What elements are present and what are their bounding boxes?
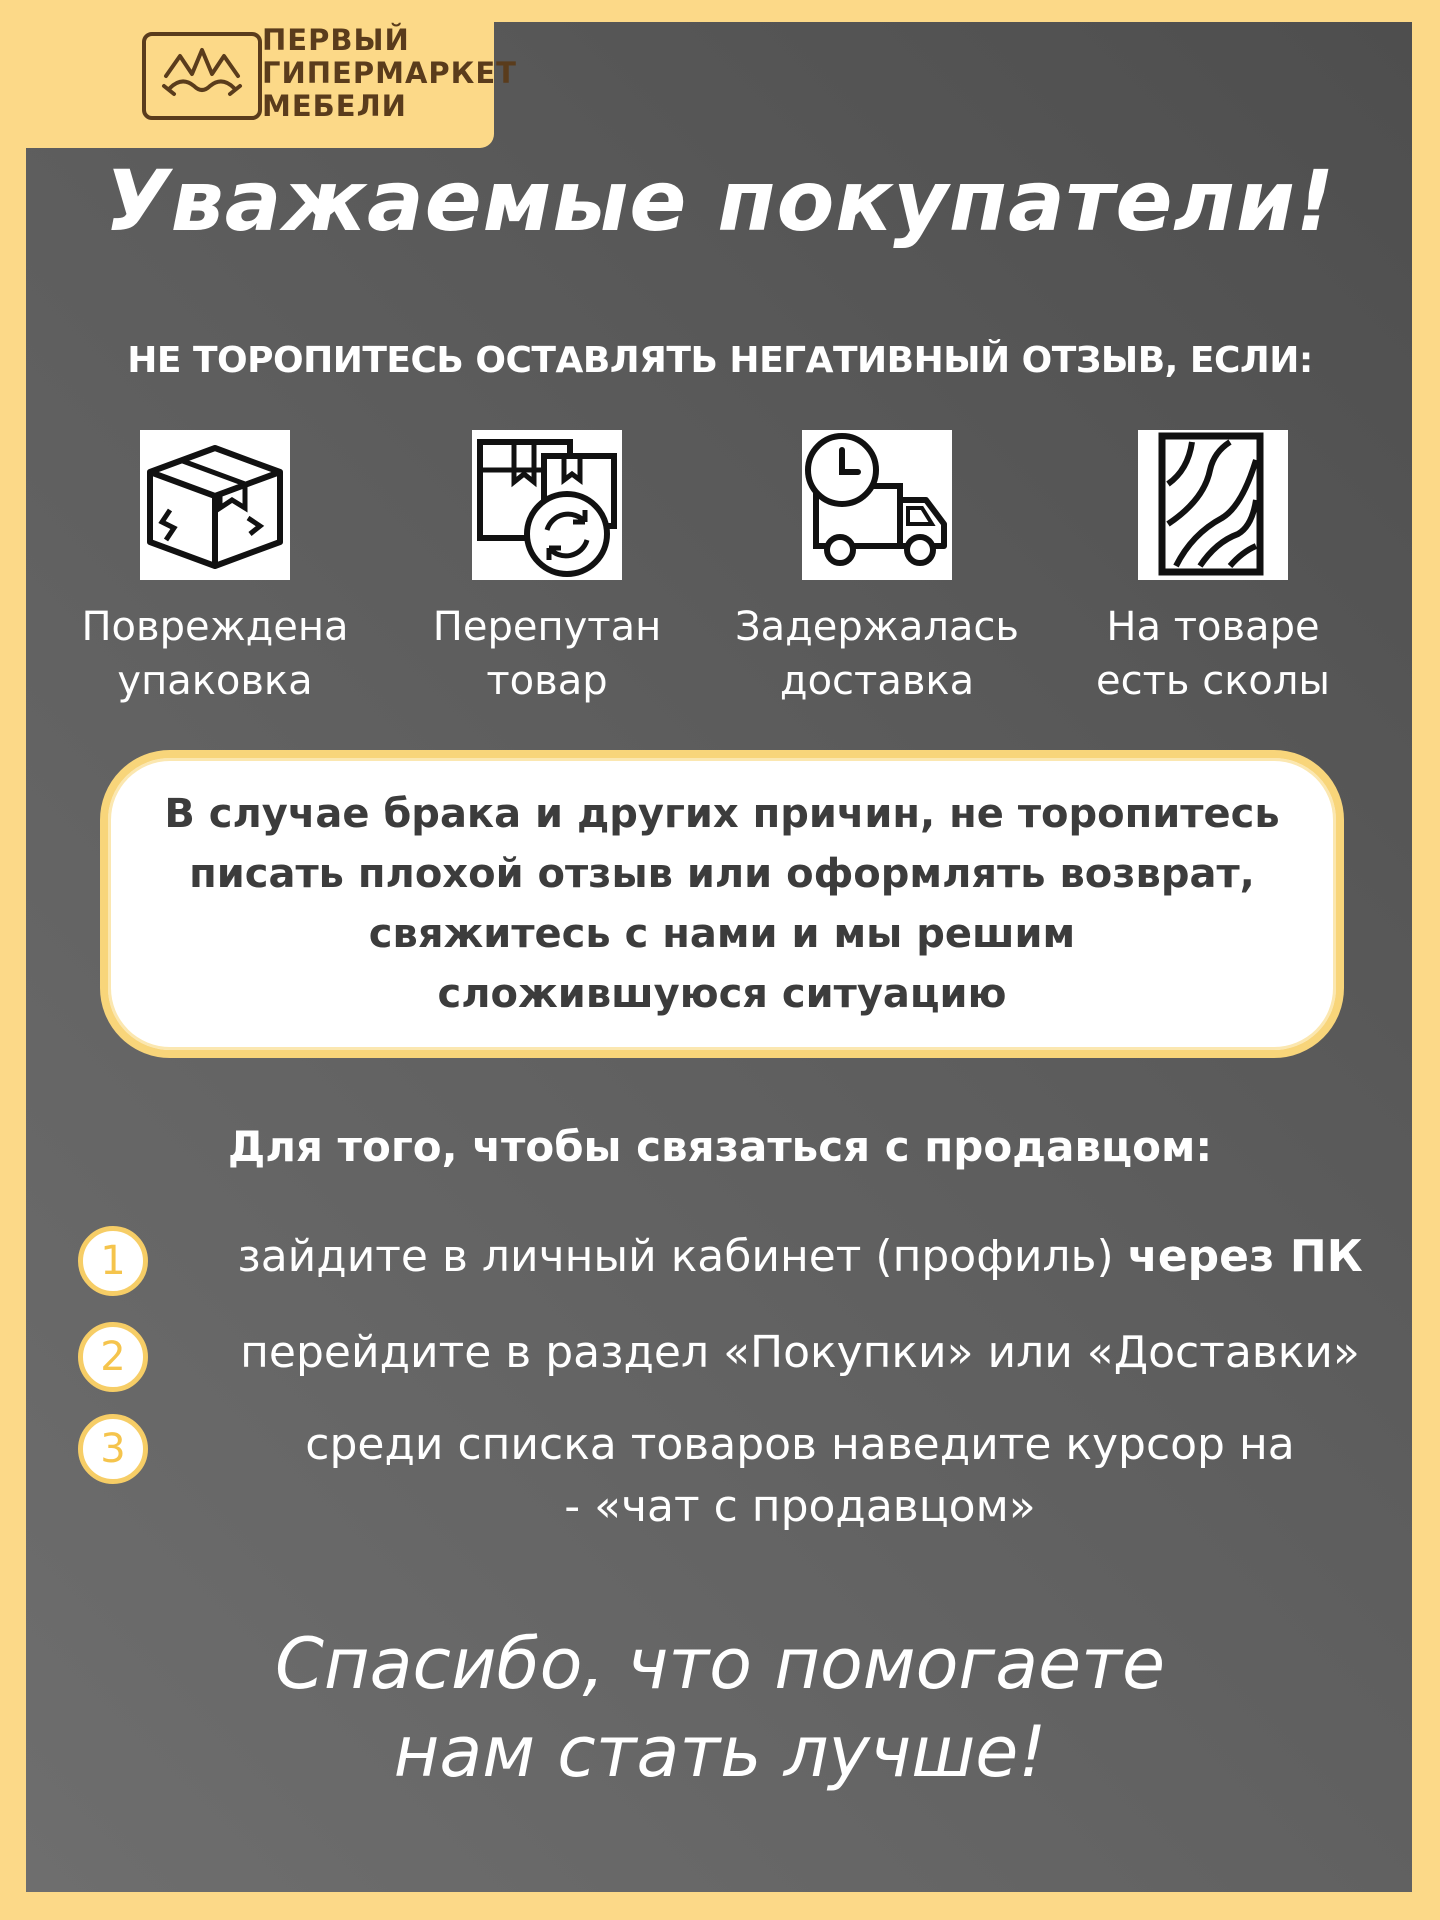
delivery-truck-clock-icon [802,430,952,580]
logo-text [262,24,522,123]
wood-grain-icon [1138,430,1288,580]
reason-label-line-1: На товаре [1106,604,1320,650]
logo-line-2: ГИПЕРМАРКЕТ [262,56,517,90]
reason-mixed-up-item [382,430,712,708]
reason-label-line-1: Задержалась [734,604,1019,650]
logo-mark [142,32,262,120]
step-number-badge: 3 [78,1414,148,1484]
page-subtitle: НЕ ТОРОПИТЕСЬ ОСТАВЛЯТЬ НЕГАТИВНЫЙ ОТЗЫВ, ЕСЛИ: [127,340,1313,381]
notice-line-3: свяжитесь с нами и мы решим [368,911,1076,957]
thanks-message [0,1620,1440,1796]
crown-icon [160,46,244,106]
step-3 [78,1414,1378,1532]
damaged-box-icon [140,430,290,580]
logo-tab [26,0,517,148]
reason-delivery-delayed [712,430,1042,708]
reason-damaged-packaging [50,430,380,708]
reason-label-line-1: Повреждена [81,604,349,650]
step-text-line-1: среди списка товаров наведите курсор на [305,1419,1295,1470]
step-1 [78,1226,1378,1306]
step-text [170,1226,1430,1288]
step-text [170,1414,1430,1538]
exchange-box-icon [472,430,622,580]
notice-text [157,784,1287,1024]
notice-box [100,750,1344,1058]
reason-label-line-1: Перепутан [432,604,662,650]
thanks-line-2: нам стать лучше! [393,1711,1047,1793]
reason-chips-on-item [1048,430,1378,708]
thanks-line-1: Спасибо, что помогаете [274,1623,1166,1705]
reason-label-line-2: товар [486,658,608,704]
logo-line-1: ПЕРВЫЙ [262,23,410,57]
step-text-regular: зайдите в личный кабинет (профиль) [237,1231,1128,1282]
step-2 [78,1322,1378,1402]
notice-line-1: В случае брака и других причин, не торопитесь [164,791,1280,837]
reason-label-line-2: доставка [779,658,975,704]
step-text: перейдите в раздел «Покупки» или «Доставки» [240,1327,1360,1378]
contact-heading: Для того, чтобы связаться с продавцом: [227,1122,1213,1171]
notice-line-2: писать плохой отзыв или оформлять возврат, [189,851,1255,897]
step-number-badge: 1 [78,1226,148,1296]
page-title: Уважаемые покупатели! [104,152,1336,250]
step-text-bold: через ПК [1127,1231,1363,1282]
reason-label-line-2: упаковка [117,658,313,704]
logo-line-3: МЕБЕЛИ [262,89,407,123]
reason-label-line-2: есть сколы [1096,658,1330,704]
step-text-line-2: - «чат с продавцом» [564,1481,1036,1532]
step-number-badge: 2 [78,1322,148,1392]
notice-line-4: сложившуюся ситуацию [437,971,1007,1017]
